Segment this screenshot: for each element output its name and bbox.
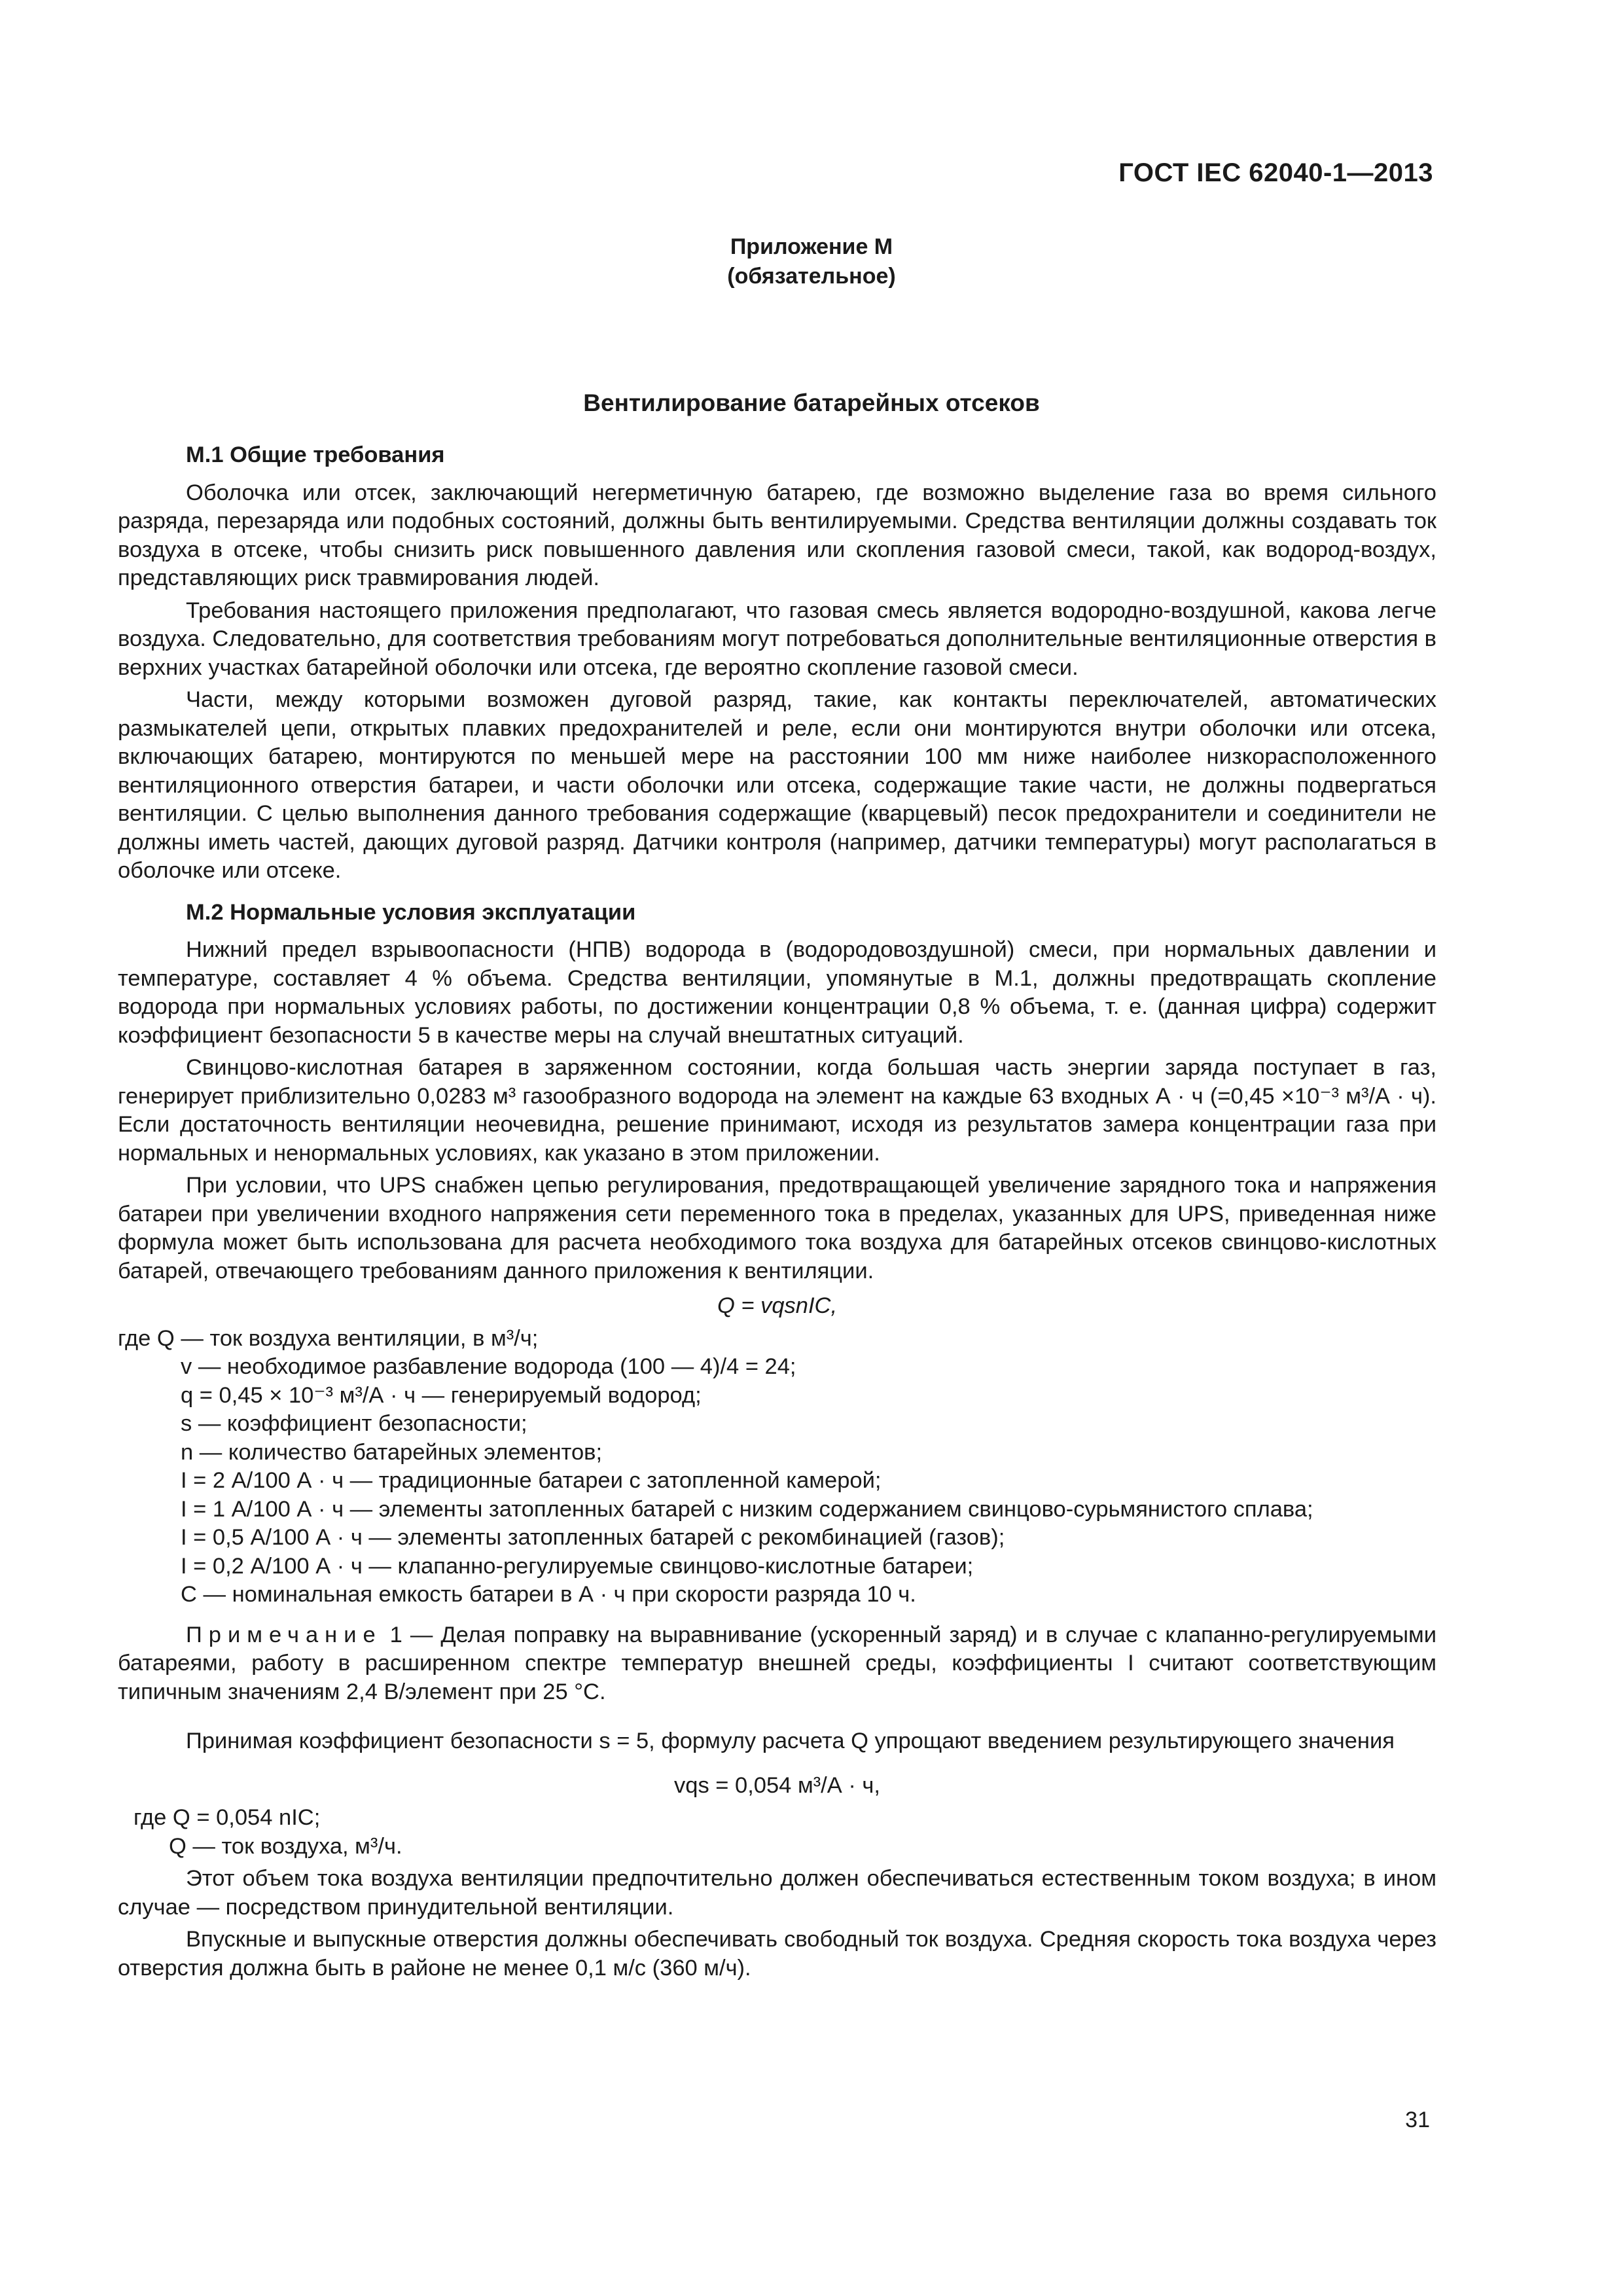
formula-main: Q = vqsnIC,: [717, 1293, 838, 1318]
definition-item: I = 0,5 А/100 А · ч — элементы затопленных батарей с рекомбинацией (газов);: [181, 1525, 1005, 1550]
formula-simplified: vqs = 0,054 м³/А · ч,: [674, 1772, 880, 1798]
definition-item: Q — ток воздуха, м³/ч.: [169, 1833, 402, 1859]
note-text: 1 — Делая поправку на выравнивание (ускоренный заряд) и в случае с клапанно-регулируемыми батареями, работу в расширенном спектре температур внешней среды, коэффициенты I считают соответствующим типичным значениям 2,4 В/элемент при 25 °С.: [118, 1622, 1436, 1704]
definition-item: I = 1 А/100 А · ч — элементы затопленных батарей с низким содержанием свинцово-сурьмянистого сплава;: [181, 1496, 1313, 1522]
document-body: [118, 441, 1436, 1986]
appendix-title: Вентилирование батарейных отсеков: [583, 389, 1040, 416]
definition-item: где Q = 0,054 nIC;: [134, 1805, 321, 1830]
definition-item: I = 0,2 А/100 А · ч — клапанно-регулируемые свинцово-кислотные батареи;: [181, 1553, 974, 1579]
paragraph: Впускные и выпускные отверстия должны обеспечивать свободный ток воздуха. Средняя скорость тока воздуха через отверстия должна быть в районе не менее 0,1 м/с (360 м/ч).: [118, 1927, 1436, 1981]
page-number: 31: [1405, 2108, 1430, 2132]
section-heading-m1: М.1 Общие требования: [186, 442, 445, 467]
formula-definitions: [118, 1325, 1436, 1609]
definition-item: I = 2 А/100 А · ч — традиционные батареи с затопленной камерой;: [181, 1468, 882, 1493]
paragraph: Части, между которыми возможен дуговой разряд, такие, как контакты переключателей, автоматических размыкателей цепи, открытых плавких предохранителей и реле, если они монтируются внутри оболочки или отсека, включающих батарею, монтируются по меньшей мере на расстоянии 100 мм ниже наиболее низкорасположенного вентиляционного отверстия батареи, и части оболочки или отсека, содержащие такие части, не должны подвергаться вентиляции. С целью выполнения данного требования содержащие (кварцевый) песок предохранители и соединители не должны иметь частей, дающих дуговой разряд. Датчики контроля (например, датчики температуры) могут располагаться в оболочке или отсеке.: [118, 687, 1436, 883]
note-label: Примечание: [186, 1622, 382, 1647]
section-heading-m2: М.2 Нормальные условия эксплуатации: [186, 899, 636, 925]
definition-item: C — номинальная емкость батареи в А · ч при скорости разряда 10 ч.: [181, 1582, 916, 1607]
formula-definitions-2: [118, 1804, 1436, 1861]
definition-item: q = 0,45 × 10⁻³ м³/А · ч — генерируемый водород;: [181, 1382, 702, 1408]
appendix-status: (обязательное): [727, 264, 896, 289]
paragraph: Нижний предел взрывоопасности (НПВ) водорода в (водородовоздушной) смеси, при нормальных давлении и температуре, составляет 4 % объема. Средства вентиляции, упомянутые в М.1, должны предотвращать скопление водорода при нормальных условиях работы, по достижении концентрации 0,8 % объема, т. е. (данная цифра) содержит коэффициент безопасности 5 в качестве меры на случай внештатных ситуаций.: [118, 937, 1436, 1048]
paragraph: Принимая коэффициент безопасности s = 5, формулу расчета Q упрощают введением результирующего значения: [186, 1729, 1395, 1753]
appendix-label: Приложение М: [730, 234, 893, 259]
document-code: ГОСТ IEC 62040-1—2013: [1118, 158, 1433, 187]
paragraph: Этот объем тока воздуха вентиляции предпочтительно должен обеспечиваться естественным током воздуха; в ином случае — посредством принудительной вентиляции.: [118, 1866, 1436, 1920]
paragraph: Оболочка или отсек, заключающий негерметичную батарею, где возможно выделение газа во время сильного разряда, перезаряда или подобных состояний, должны быть вентилируемыми. Средства вентиляции должны создавать ток воздуха в отсеке, чтобы снизить риск повышенного давления или скопления газовой смеси, такой, как водород-воздух, представляющих риск травмирования людей.: [118, 480, 1436, 590]
paragraph: При условии, что UPS снабжен цепью регулирования, предотвращающей увеличение зарядного тока и напряжения батареи при увеличении входного напряжения сети переменного тока в пределах, указанных для UPS, приведенная ниже формула может быть использована для расчета необходимого тока воздуха для батарейных отсеков свинцово-кислотных батарей, отвечающего требованиям данного приложения к вентиляции.: [118, 1173, 1436, 1283]
definition-item: где Q — ток воздуха вентиляции, в м³/ч;: [118, 1325, 539, 1351]
definition-item: n — количество батарейных элементов;: [181, 1439, 603, 1465]
paragraph: Требования настоящего приложения предполагают, что газовая смесь является водородно-воздушной, какова легче воздуха. Следовательно, для соответствия требованиям могут потребоваться дополнительные вентиляционные отверстия в верхних участках батарейной оболочки или отсека, где вероятно скопление газовой смеси.: [118, 598, 1436, 680]
definition-item: s — коэффициент безопасности;: [181, 1411, 527, 1436]
paragraph: Свинцово-кислотная батарея в заряженном состоянии, когда большая часть энергии заряда поступает в газ, генерирует приблизительно 0,0283 м³ газообразного водорода на элемент на каждые 63 входных А · ч (=0,45 ×10⁻³ м³/А · ч). Если достаточность вентиляции неочевидна, решение принимают, исходя из результатов замера концентрации газа при нормальных и ненормальных условиях, как указано в этом приложении.: [118, 1055, 1436, 1166]
definition-item: v — необходимое разбавление водорода (100 — 4)/4 = 24;: [181, 1354, 796, 1379]
note: [118, 1621, 1436, 1707]
